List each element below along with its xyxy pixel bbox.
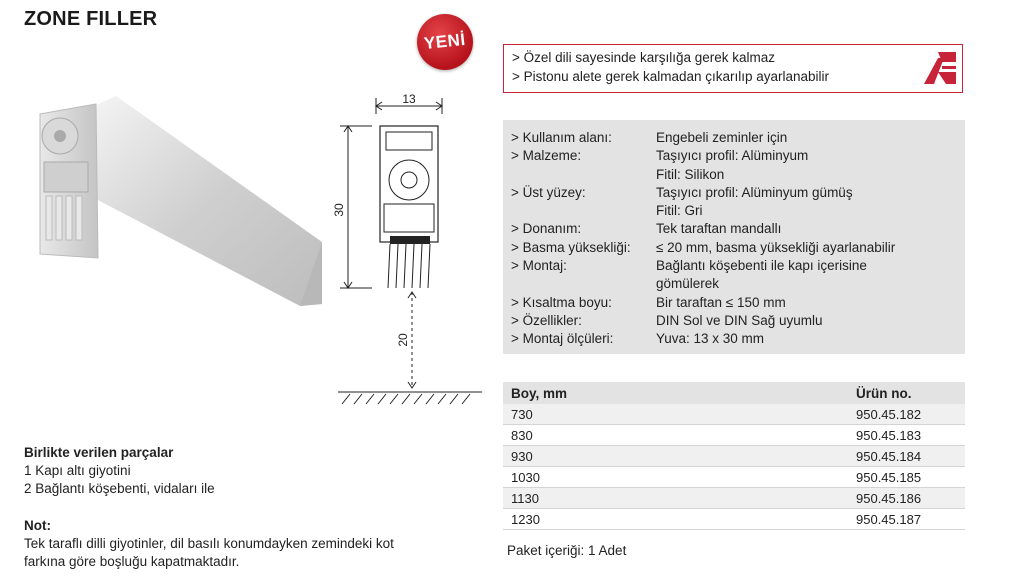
specs-panel <box>503 120 965 354</box>
table-row <box>503 467 965 488</box>
note-section <box>24 517 394 571</box>
package-contents: Paket içeriği: 1 Adet <box>507 543 627 558</box>
spec-label <box>511 275 656 293</box>
spec-label: > Malzeme: <box>511 148 582 164</box>
column-header-boy: Boy, mm <box>511 385 568 401</box>
cell-no: 950.45.183 <box>856 427 922 443</box>
cell-boy: 1030 <box>511 469 540 485</box>
spec-row <box>511 257 957 275</box>
drawing-height-label: 30 <box>332 203 346 217</box>
note-line: farkına göre boşluğu kapatmaktadır. <box>24 554 240 569</box>
spec-value: Bir taraftan ≤ 150 mm <box>656 294 786 310</box>
spec-value: Bağlantı köşebenti ile kapı içerisine <box>656 258 867 274</box>
cell-boy: 930 <box>511 448 533 464</box>
feature-line: > Pistonu alete gerek kalmadan çıkarılıp ayarlanabilir <box>512 69 830 84</box>
cell-boy: 730 <box>511 406 533 422</box>
table-row <box>503 404 965 425</box>
drawing-width-label: 13 <box>402 92 416 106</box>
included-part-item: 1 Kapı altı giyotini <box>24 463 131 478</box>
note-heading: Not: <box>24 518 51 533</box>
spec-value: DIN Sol ve DIN Sağ uyumlu <box>656 312 823 328</box>
spec-row <box>511 129 957 147</box>
spec-label: > Basma yüksekliği: <box>511 239 631 255</box>
spec-row <box>511 294 957 312</box>
spec-row <box>511 330 957 348</box>
cell-no: 950.45.184 <box>856 448 922 464</box>
table-body <box>503 404 965 530</box>
spec-row <box>511 166 957 184</box>
spec-value: Tek taraftan mandallı <box>656 221 782 237</box>
spec-value: Taşıyıcı profil: Alüminyum <box>656 148 809 164</box>
cell-no: 950.45.182 <box>856 406 922 422</box>
product-photo <box>16 92 326 312</box>
spec-label: > Montaj: <box>511 258 567 274</box>
spec-label: > Kısaltma boyu: <box>511 294 612 310</box>
column-header-no: Ürün no. <box>856 385 912 401</box>
new-badge-label: YENİ <box>423 29 467 54</box>
spec-label: > Özellikler: <box>511 312 582 328</box>
spec-row <box>511 239 957 257</box>
spec-label: > Donanım: <box>511 221 582 237</box>
table-row <box>503 425 965 446</box>
spec-row <box>511 202 957 220</box>
table-row <box>503 509 965 530</box>
included-parts <box>24 444 215 498</box>
spec-label: > Kullanım alanı: <box>511 130 612 145</box>
table-row <box>503 446 965 467</box>
spec-value: Taşıyıcı profil: Alüminyum gümüş <box>656 184 853 200</box>
page-title: ZONE FILLER <box>24 8 158 30</box>
note-line: Tek taraflı dilli giyotinler, dil basılı konumdayken zemindeki kot <box>24 536 394 551</box>
technical-drawing <box>332 92 482 412</box>
spec-label <box>511 202 656 220</box>
spec-value: Yuva: 13 x 30 mm <box>656 331 765 347</box>
table-header <box>503 382 965 404</box>
spec-row <box>511 312 957 330</box>
table-row <box>503 488 965 509</box>
included-part-item: 2 Bağlantı köşebenti, vidaları ile <box>24 481 215 496</box>
spec-row <box>511 275 957 293</box>
cell-boy: 1130 <box>511 490 539 506</box>
feature-line: > Özel dili sayesinde karşılığa gerek kalmaz <box>512 50 775 65</box>
cell-no: 950.45.187 <box>856 511 922 527</box>
cell-boy: 830 <box>511 427 533 443</box>
brand-logo-icon <box>924 50 956 86</box>
cell-boy: 1230 <box>511 511 540 527</box>
spec-value: gömülerek <box>656 276 720 292</box>
spec-value: ≤ 20 mm, basma yüksekliği ayarlanabilir <box>656 239 896 255</box>
spec-label <box>511 166 656 184</box>
cell-no: 950.45.186 <box>856 490 922 506</box>
spec-row <box>511 184 957 202</box>
spec-value: Fitil: Silikon <box>656 166 725 182</box>
cell-no: 950.45.185 <box>856 469 922 485</box>
new-badge <box>417 14 473 70</box>
spec-label: > Üst yüzey: <box>511 184 586 200</box>
drawing-gap-label: 20 <box>396 333 410 347</box>
spec-value: Fitil: Gri <box>656 203 703 219</box>
spec-label: > Montaj ölçüleri: <box>511 331 614 347</box>
spec-row <box>511 147 957 165</box>
spec-value: Engebeli zeminler için <box>656 130 788 145</box>
features-box <box>503 44 963 93</box>
product-table <box>503 382 965 530</box>
included-parts-heading: Birlikte verilen parçalar <box>24 445 174 460</box>
spec-row <box>511 220 957 238</box>
